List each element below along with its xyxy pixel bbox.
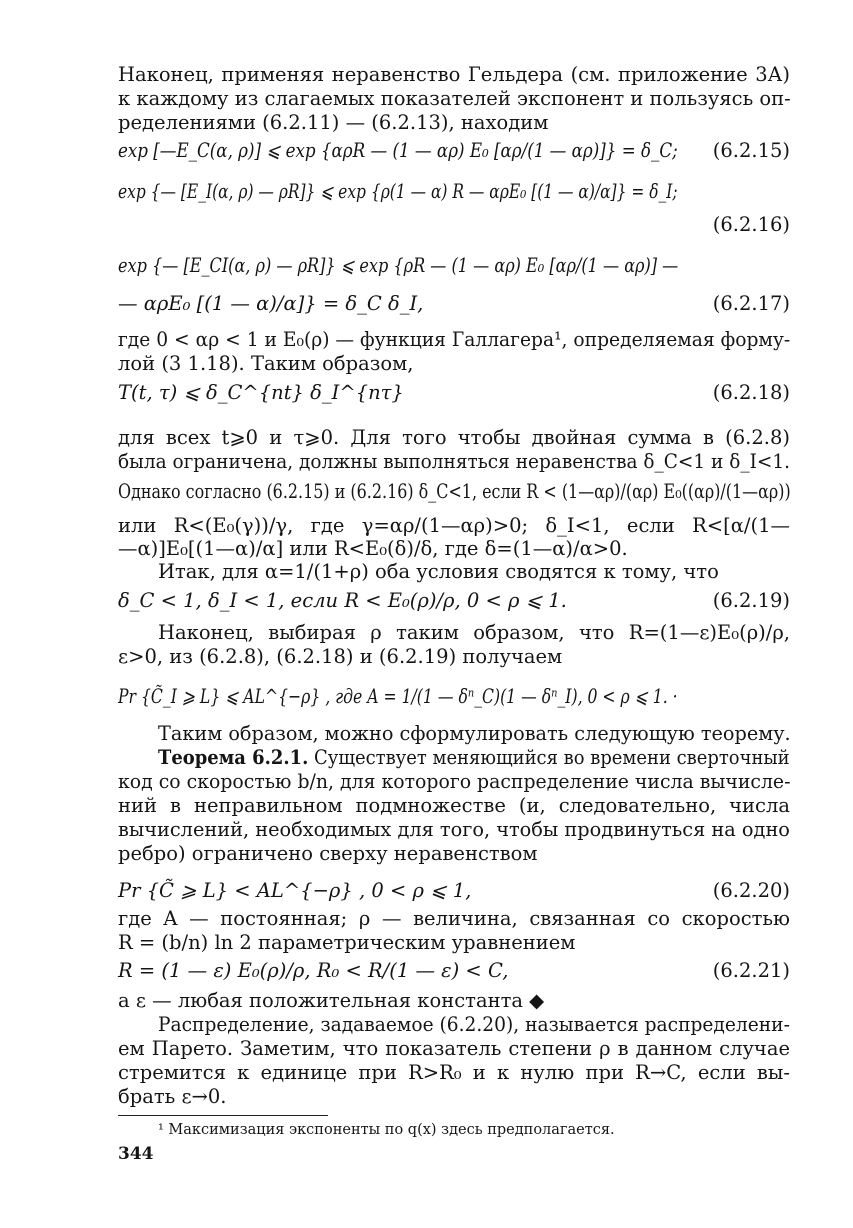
equation-number: (6.2.19) (712, 589, 790, 612)
equation-formula: Pr {C̃ ⩾ L} < AL^{−ρ} , 0 < ρ ⩽ 1, (118, 879, 472, 902)
text-line: Однако согласно (6.2.15) и (6.2.16) δ_C<1, если R < (1—αρ)/(αρ) E₀((αρ)/(1—αρ)) (118, 480, 791, 503)
equation-formula: exp {— [E_I(α, ρ) — ρR]} ⩽ exp {ρ(1 — α) R — αρE₀ [(1 — α)/α]} = δ_I; (118, 180, 678, 203)
equation-formula: T(t, τ) ⩽ δ_C^{nt} δ_I^{nτ} (118, 381, 404, 404)
text-line: Итак, для α=1/(1+ρ) оба условия сводятся к тому, что (158, 560, 719, 583)
text-line: ребро) ограничено сверху неравенством (118, 842, 538, 865)
text-line: Таким образом, можно сформулировать следующую теорему. (158, 722, 791, 745)
footnote-rule (118, 1115, 328, 1116)
equation-formula: Pr {C̃_I ⩾ L} ⩽ AL^{−ρ} , где A = 1/(1 — δⁿ_C)(1 — δⁿ_I), 0 < ρ ⩽ 1. · (118, 685, 678, 708)
text-line: Наконец, выбирая ρ таким образом, что R=(1—ε)E₀(ρ)/ρ, (158, 621, 790, 644)
text-line: R = (b/n) ln 2 параметрическим уравнением (118, 931, 576, 954)
equation-formula: exp [—E_C(α, ρ)] ⩽ exp {αρR — (1 — αρ) E₀ [αρ/(1 — αρ)]} = δ_C; (118, 139, 678, 162)
text-line: вычислений, необходимых для того, чтобы продвинуться на одно (118, 818, 790, 841)
equation-formula: R = (1 — ε) E₀(ρ)/ρ, R₀ < R/(1 — ε) < C, (118, 959, 509, 982)
page-number: 344 (118, 1144, 154, 1164)
footnote: ¹ Максимизация экспоненты по q(x) здесь предполагается. (158, 1122, 615, 1138)
equation-number: (6.2.17) (712, 292, 790, 315)
equation-formula: exp {— [E_CI(α, ρ) — ρR]} ⩽ exp {ρR — (1 — αρ) E₀ [αρ/(1 — αρ)] — (118, 254, 679, 277)
theorem-heading: Теорема 6.2.1. (158, 746, 309, 769)
text-line: где 0 < αρ < 1 и E₀(ρ) — функция Галлагера¹, определяемая форму- (118, 328, 791, 351)
equation-formula: — αρE₀ [(1 — α)/α]} = δ_C δ_I, (118, 292, 424, 315)
text-line: к каждому из слагаемых показателей экспонент и пользуясь оп- (118, 87, 791, 110)
text-line: где A — постоянная; ρ — величина, связанная со скоростью (118, 907, 790, 930)
equation-number: (6.2.18) (712, 381, 790, 404)
equation-number: (6.2.16) (712, 213, 790, 236)
text-line: ε>0, из (6.2.8), (6.2.18) и (6.2.19) получаем (118, 645, 563, 668)
text-line: была ограничена, должны выполняться неравенства δ_C<1 и δ_I<1. (118, 450, 791, 473)
text-line: ределениями (6.2.11) — (6.2.13), находим (118, 111, 549, 134)
equation-formula: δ_C < 1, δ_I < 1, если R < E₀(ρ)/ρ, 0 < ρ ⩽ 1. (118, 589, 567, 612)
theorem-line: Теорема 6.2.1. Существует меняющийся во времени сверточный (158, 746, 790, 769)
text-line: или R<(E₀(γ))/γ, где γ=αρ/(1—αρ)>0; δ_I<1, если R<[α/(1— (118, 514, 790, 537)
text-line: стремится к единице при R>R₀ и к нулю при R→C, если вы- (118, 1061, 790, 1084)
equation-number: (6.2.20) (712, 879, 790, 902)
text-line: ний в неправильном подмножестве (и, следовательно, числа (118, 794, 790, 817)
text-line: ем Парето. Заметим, что показатель степени ρ в данном случае (118, 1037, 790, 1060)
text-line: —α)]E₀[(1—α)/α] или R<E₀(δ)/δ, где δ=(1—α)/α>0. (118, 537, 628, 560)
equation-number: (6.2.21) (712, 959, 790, 982)
equation-number: (6.2.15) (712, 139, 790, 162)
text-line: код со скоростью b/n, для которого распределение числа вычисле- (118, 770, 791, 793)
text-line: Распределение, задаваемое (6.2.20), называется распределени- (158, 1013, 790, 1036)
text-line: лой (3 1.18). Таким образом, (118, 352, 414, 375)
text-line: для всех t⩾0 и τ⩾0. Для того чтобы двойная сумма в (6.2.8) (118, 426, 790, 449)
text-line: а ε — любая положительная константа ◆ (118, 989, 545, 1012)
text-line: Наконец, применяя неравенство Гельдера (см. приложение 3А) (118, 63, 790, 86)
text-line: брать ε→0. (118, 1085, 227, 1108)
